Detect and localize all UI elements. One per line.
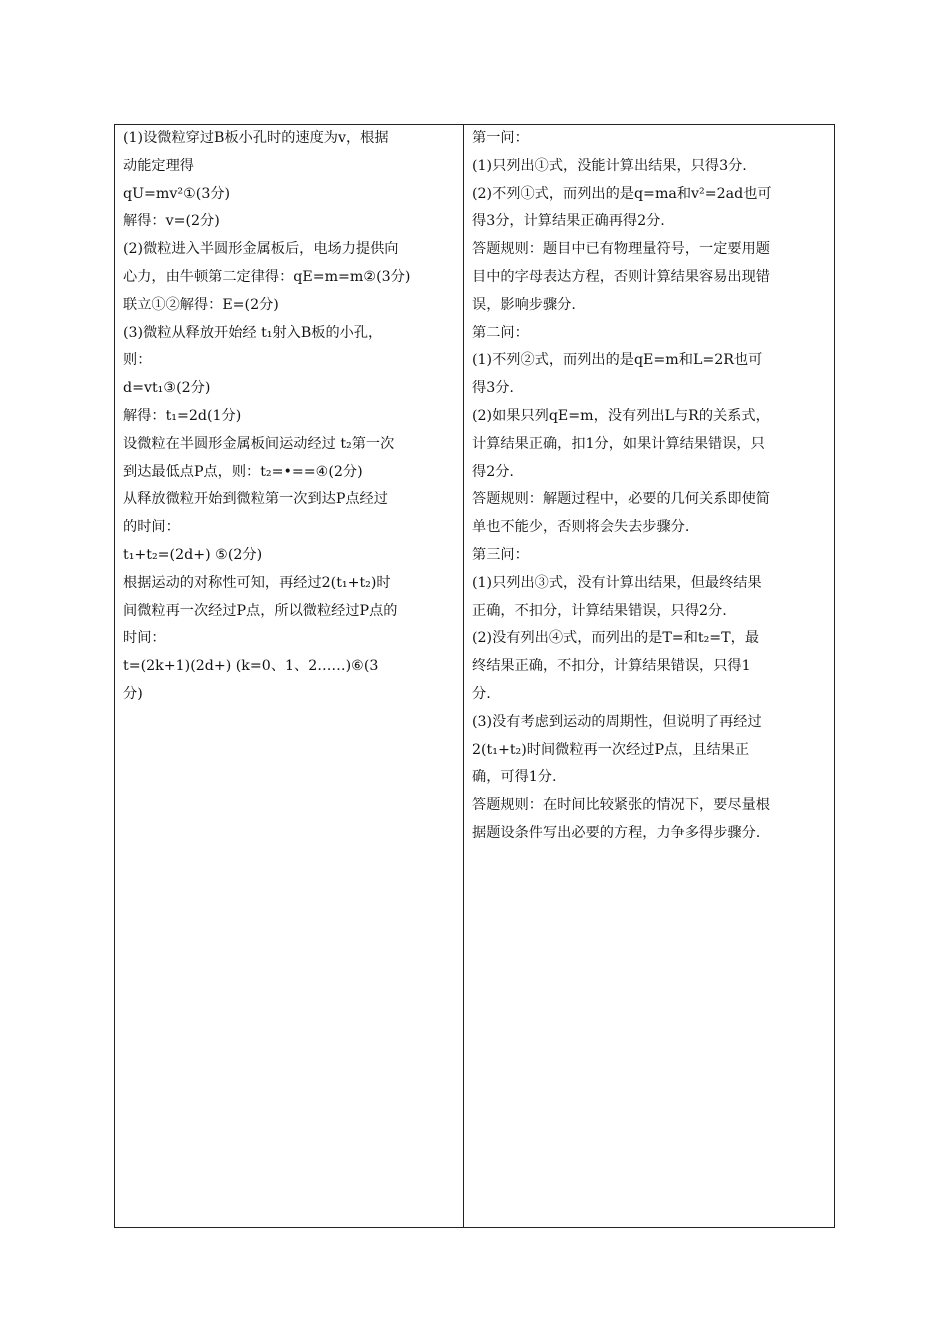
solution-line: 根据运动的对称性可知，再经过2(t₁+t₂)时 bbox=[123, 574, 391, 591]
rule-line: 得3分，计算结果正确再得2分. bbox=[472, 213, 665, 230]
rule-line: 正确，不扣分，计算结果错误，只得2分. bbox=[472, 602, 727, 619]
rule-line: 目中的字母表达方程，否则计算结果容易出现错 bbox=[472, 268, 770, 285]
solution-line: (1)设微粒穿过B板小孔时的速度为v，根据 bbox=[123, 130, 389, 146]
solution-line: 间微粒再一次经过P点，所以微粒经过P点的 bbox=[123, 602, 398, 619]
rule-line: (1)不列②式，而列出的是qE=m和L=2R也可 bbox=[472, 352, 763, 369]
rule-line: 误，影响步骤分. bbox=[472, 296, 576, 313]
solution-line: 从释放微粒开始到微粒第一次到达P点经过 bbox=[123, 491, 388, 508]
solution-line: 动能定理得 bbox=[123, 157, 194, 174]
solution-line: (2)微粒进入半圆形金属板后，电场力提供向 bbox=[123, 241, 399, 258]
rule-line: 分. bbox=[472, 685, 491, 702]
rule-line: 得3分. bbox=[472, 380, 514, 397]
solution-line: 心力，由牛顿第二定律得：qE=m=m②(3分) bbox=[123, 268, 411, 285]
rule-line: 第三问： bbox=[472, 546, 529, 563]
solution-line: 分) bbox=[123, 685, 143, 702]
rule-line: 第一问： bbox=[472, 130, 529, 146]
rule-line: 答题规则：解题过程中，必要的几何关系即使简 bbox=[472, 491, 770, 508]
rule-line: (1)只列出①式，没能计算出结果，只得3分. bbox=[472, 157, 747, 174]
solution-line: 则： bbox=[123, 352, 152, 369]
solution-column bbox=[115, 125, 464, 1227]
solution-line: qU=mv²①(3分) bbox=[123, 185, 231, 202]
solution-line: t₁+t₂=(2d+) ⑤(2分) bbox=[123, 546, 263, 563]
rule-line: (2)没有列出④式，而列出的是T=和t₂=T，最 bbox=[472, 630, 760, 647]
rule-line: 确，可得1分. bbox=[472, 769, 557, 786]
rule-line: 2(t₁+t₂)时间微粒再一次经过P点，且结果正 bbox=[472, 741, 750, 758]
rule-line: 得2分. bbox=[472, 463, 514, 480]
rule-line: 据题设条件写出必要的方程，力争多得步骤分. bbox=[472, 824, 761, 841]
rule-line: 单也不能少，否则将会失去步骤分. bbox=[472, 519, 690, 536]
solution-line: 联立①②解得：E=(2分) bbox=[123, 296, 279, 313]
solution-line: t=(2k+1)(2d+) (k=0、1、2……)⑥(3 bbox=[123, 658, 379, 675]
rule-line: 终结果正确，不扣分，计算结果错误，只得1 bbox=[472, 658, 751, 675]
rule-line: (1)只列出③式，没有计算出结果，但最终结果 bbox=[472, 574, 762, 591]
rule-line: 计算结果正确，扣1分，如果计算结果错误，只 bbox=[472, 435, 765, 452]
solution-line: 的时间： bbox=[123, 519, 180, 536]
rule-line: 第二问： bbox=[472, 324, 529, 341]
grading-rules-column bbox=[464, 125, 834, 1227]
rule-line: (2)如果只列qE=m，没有列出L与R的关系式， bbox=[472, 407, 770, 424]
rule-line: (2)不列①式，而列出的是q=ma和v²=2ad也可 bbox=[472, 185, 772, 202]
solution-line: 时间： bbox=[123, 630, 166, 647]
solution-line: (3)微粒从释放开始经 t₁射入B板的小孔， bbox=[123, 324, 383, 341]
answer-table bbox=[114, 124, 835, 1228]
solution-line: 解得：t₁=2d(1分) bbox=[123, 407, 242, 424]
rule-line: (3)没有考虑到运动的周期性，但说明了再经过 bbox=[472, 713, 762, 730]
solution-line: 到达最低点P点，则：t₂=•==④(2分) bbox=[123, 463, 363, 480]
solution-line: 解得：v=(2分) bbox=[123, 213, 220, 230]
solution-line: 设微粒在半圆形金属板间运动经过 t₂第一次 bbox=[123, 435, 395, 452]
rule-line: 答题规则：在时间比较紧张的情况下，要尽量根 bbox=[472, 797, 770, 814]
solution-line: d=vt₁③(2分) bbox=[123, 380, 211, 397]
rule-line: 答题规则：题目中已有物理量符号，一定要用题 bbox=[472, 241, 770, 258]
